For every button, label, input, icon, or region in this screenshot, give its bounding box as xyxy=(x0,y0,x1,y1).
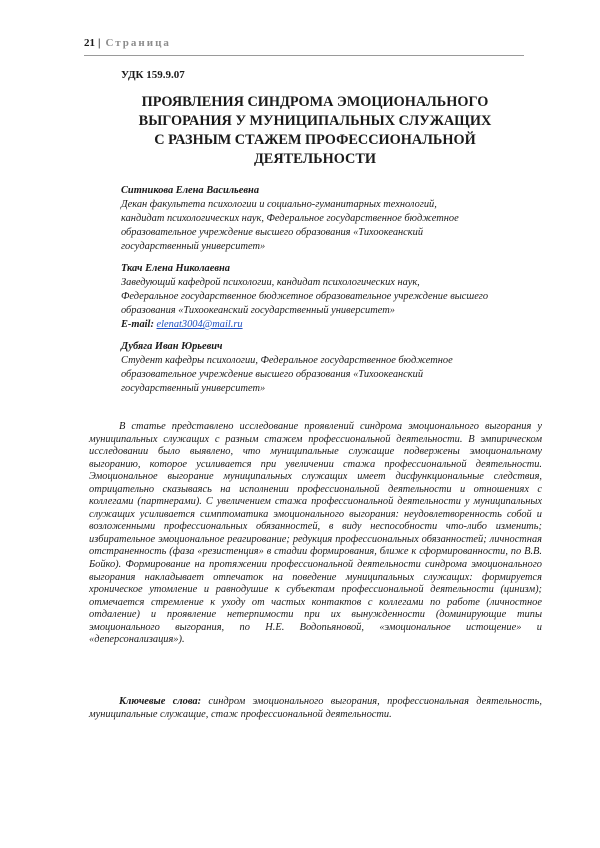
keywords-label: Ключевые слова: xyxy=(119,696,202,707)
email-link[interactable]: elenat3004@mail.ru xyxy=(156,319,243,330)
title-line: ДЕЯТЕЛЬНОСТИ xyxy=(253,151,377,167)
email-label: E-mail: xyxy=(121,319,154,330)
author-block-sitnikova xyxy=(121,184,541,254)
page-word: Страница xyxy=(105,37,171,49)
author-affiliation-line: Заведующий кафедрой психологии, кандидат психологических наук, xyxy=(121,277,420,288)
author-name: Ситникова Елена Васильевна xyxy=(121,185,260,196)
author-affiliation-line: Декан факультета психологии и социально-гуманитарных технологий, xyxy=(121,199,437,210)
title-line: С РАЗНЫМ СТАЖЕМ ПРОФЕССИОНАЛЬНОЙ xyxy=(154,132,476,148)
header-divider xyxy=(84,55,524,56)
abstract-paragraph xyxy=(89,421,542,647)
author-block-dubyaga xyxy=(121,340,541,396)
author-affiliation-line: Студент кафедры психологии, Федеральное государственное бюджетное xyxy=(121,355,453,366)
author-block-tkach xyxy=(121,262,541,332)
author-name: Ткач Елена Николаевна xyxy=(121,263,230,274)
author-affiliation-line: образовательное учреждение высшего образования «Тихоокеанский xyxy=(121,227,424,238)
author-affiliation-line: образования «Тихоокеанский государственный университет» xyxy=(121,305,395,316)
author-affiliation-line: кандидат психологических наук, Федеральное государственное бюджетное xyxy=(121,213,459,224)
title-line: ВЫГОРАНИЯ У МУНИЦИПАЛЬНЫХ СЛУЖАЩИХ xyxy=(138,113,492,129)
header-separator: | xyxy=(98,37,103,49)
title-line: ПРОЯВЛЕНИЯ СИНДРОМА ЭМОЦИОНАЛЬНОГО xyxy=(141,94,489,110)
article-title xyxy=(120,93,510,169)
author-affiliation-line: государственный университет» xyxy=(121,241,266,252)
author-email-row xyxy=(121,318,541,332)
author-affiliation-line: Федеральное государственное бюджетное образовательное учреждение высшего xyxy=(121,291,489,302)
udk-code: УДК 159.9.07 xyxy=(121,69,185,81)
page-number: 21 xyxy=(84,37,95,49)
keywords-paragraph xyxy=(89,695,542,721)
page-header xyxy=(84,37,171,49)
author-affiliation-line: образовательное учреждение высшего образования «Тихоокеанский xyxy=(121,369,424,380)
keywords-text: синдром эмоционального выгорания, профессиональная деятельность, муниципальные служащие, стаж профессиональной деятельности. xyxy=(89,696,542,720)
author-affiliation-line: государственный университет» xyxy=(121,383,266,394)
author-name: Дубяга Иван Юрьевич xyxy=(121,341,223,352)
abstract-text: В статье представлено исследование проявлений синдрома эмоционального выгорания у муниципальных служащих с разным стажем профессиональной деятельности. В эмпирическом исследовании было выявлено, что муниципальные служащие подвержены эмоциональному выгоранию, которое усиливается при увеличении стажа профессиональной деятельности. Эмоциональное выгорание муниципальных служащих имеет дисфункциональные следствия, отрицательно сказываясь на исполнении профессиональной деятельности и отношениях с коллегами (партнерами). С увеличением стажа профессиональной деятельности у муниципальных служащих усиливается симптоматика эмоционального выгорания: неудовлетворенность собой и возложенными профессиональных обязанностей, в виду неспособности что-либо изменить; избирательное эмоциональное реагирование; редукция профессиональных обязанностей; личностная отстраненность (фаза «резистенция» в стадии формирования, ближе к сформированности, по В.В. Бойко). Формирование на протяжении профессиональной деятельности синдрома эмоционального выгорания накладывает отпечаток на поведение муниципальных служащих: формируется хроническое утомление и равнодушие к субъектам профессиональной деятельности (цинизм); отмечается стремление к уходу от частых контактов с коллегами по работе (личностное отдаление) и проявление нетерпимости при их вынужденности (доминирующие типы эмоционального выгорания, по Н.Е. Водопьяновой, «эмоциональное истощение» и «деперсонализация»). xyxy=(89,421,542,646)
